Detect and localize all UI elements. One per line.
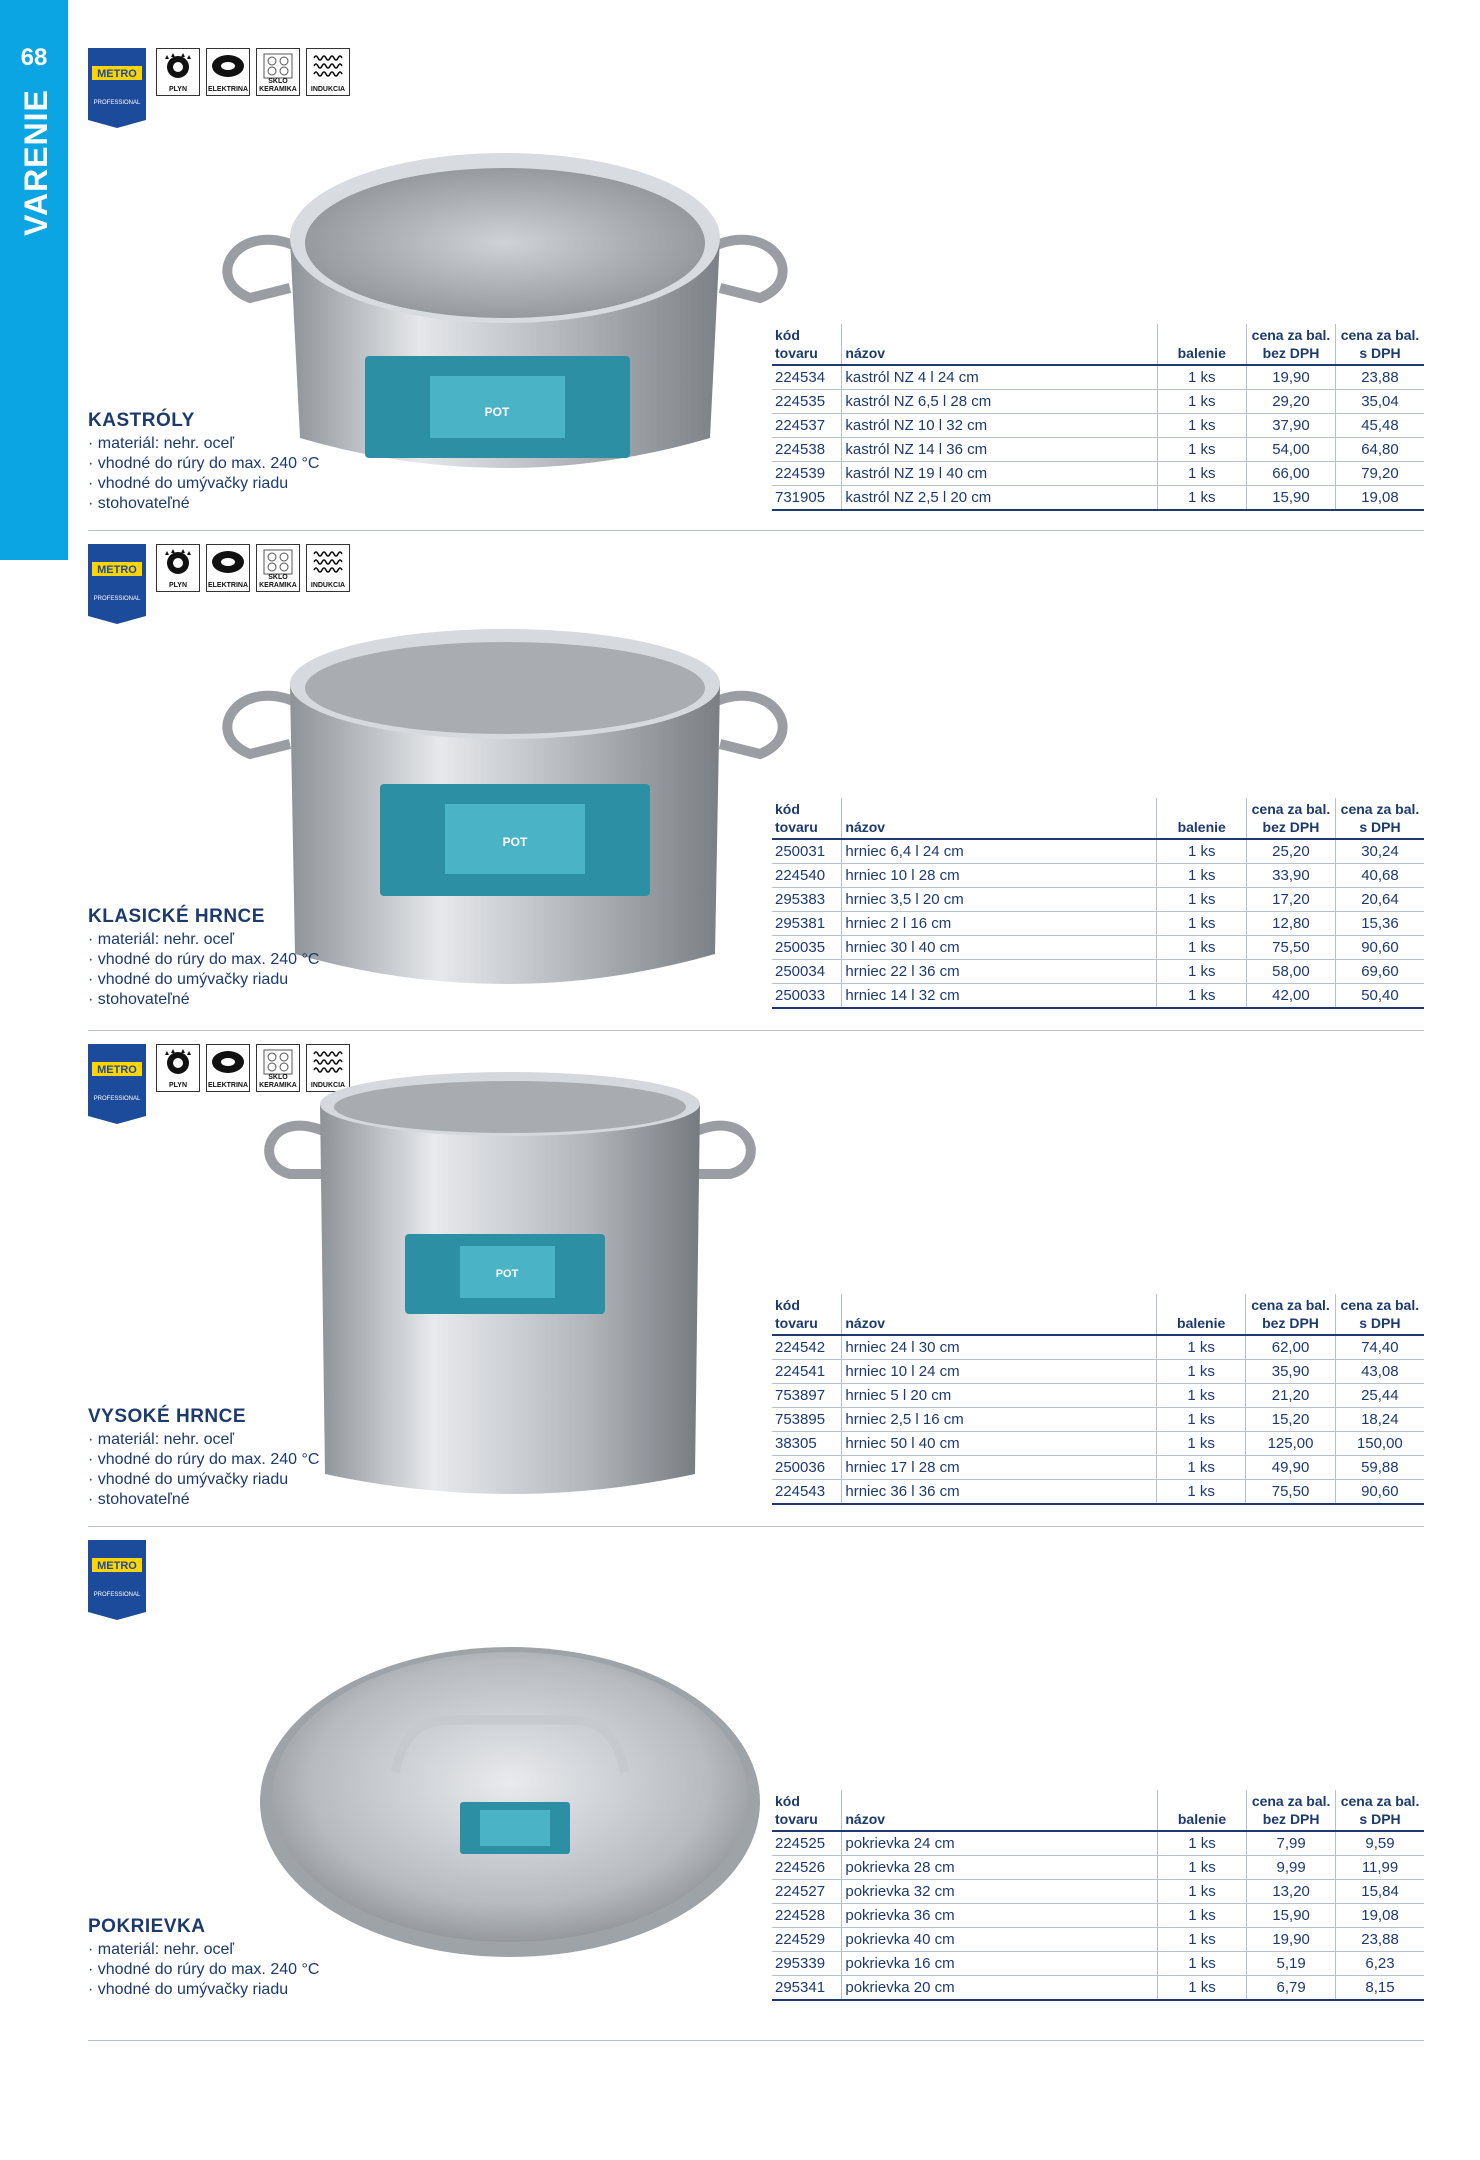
cell-price-net: 66,00 bbox=[1246, 462, 1335, 486]
feature-item: · vhodné do rúry do max. 240 °C bbox=[88, 454, 319, 474]
svg-text:PROFESSIONAL: PROFESSIONAL bbox=[93, 100, 141, 106]
cell-price-gross: 64,80 bbox=[1335, 438, 1424, 462]
cell-price-gross: 23,88 bbox=[1335, 365, 1424, 390]
cell-pack: 1 ks bbox=[1156, 1335, 1245, 1360]
cell-code: 731905 bbox=[772, 486, 842, 511]
icon-label: INDUKCIA bbox=[310, 582, 346, 589]
feature-item: · materiál: nehr. oceľ bbox=[88, 1940, 319, 1960]
table-row bbox=[772, 1480, 1424, 1505]
table-header-row bbox=[772, 324, 1424, 365]
cell-name: hrniec 5 l 20 cm bbox=[842, 1384, 1157, 1408]
cell-price-net: 15,90 bbox=[1246, 486, 1335, 511]
table-row bbox=[772, 1976, 1424, 2001]
cell-name: pokrievka 24 cm bbox=[842, 1831, 1157, 1856]
cell-price-net: 37,90 bbox=[1246, 414, 1335, 438]
feature-item: · stohovateľné bbox=[88, 990, 319, 1010]
cell-pack: 1 ks bbox=[1157, 1880, 1246, 1904]
table-row bbox=[772, 1360, 1424, 1384]
cell-code: 295383 bbox=[772, 888, 842, 912]
cell-code: 753897 bbox=[772, 1384, 842, 1408]
cell-price-gross: 9,59 bbox=[1336, 1831, 1424, 1856]
cell-code: 250033 bbox=[772, 984, 842, 1009]
column-header-price-gross: cena za bal. s DPH bbox=[1336, 1790, 1424, 1831]
cell-price-gross: 6,23 bbox=[1336, 1952, 1424, 1976]
cell-name: hrniec 36 l 36 cm bbox=[842, 1480, 1157, 1505]
icon-label: PLYN bbox=[168, 582, 188, 589]
page-number: 68 bbox=[20, 44, 48, 71]
cell-price-gross: 150,00 bbox=[1335, 1432, 1424, 1456]
cell-pack: 1 ks bbox=[1157, 839, 1246, 864]
cell-pack: 1 ks bbox=[1157, 912, 1246, 936]
cell-price-gross: 59,88 bbox=[1335, 1456, 1424, 1480]
cell-price-net: 33,90 bbox=[1246, 864, 1335, 888]
table-header-row bbox=[772, 798, 1424, 839]
metro-logo bbox=[88, 48, 146, 128]
table-row bbox=[772, 1831, 1424, 1856]
cell-pack: 1 ks bbox=[1156, 1360, 1245, 1384]
cell-pack: 1 ks bbox=[1157, 1904, 1246, 1928]
divider bbox=[88, 530, 1424, 531]
column-header-price-net: cena za bal. bez DPH bbox=[1247, 1790, 1336, 1831]
feature-list bbox=[88, 1430, 319, 1510]
table-row bbox=[772, 1928, 1424, 1952]
table-row bbox=[772, 1384, 1424, 1408]
cell-code: 224528 bbox=[772, 1904, 842, 1928]
feature-list bbox=[88, 434, 319, 514]
cell-price-net: 35,90 bbox=[1246, 1360, 1335, 1384]
column-header-price-gross: cena za bal. s DPH bbox=[1335, 798, 1424, 839]
cell-price-gross: 50,40 bbox=[1335, 984, 1424, 1009]
column-header-code: kód tovaru bbox=[772, 798, 842, 839]
cell-pack: 1 ks bbox=[1157, 984, 1246, 1009]
kastrol-image bbox=[200, 138, 810, 478]
gas-icon bbox=[156, 544, 200, 592]
table-header-row bbox=[772, 1294, 1424, 1335]
table-row bbox=[772, 462, 1424, 486]
cell-pack: 1 ks bbox=[1157, 365, 1246, 390]
cell-price-gross: 15,84 bbox=[1336, 1880, 1424, 1904]
divider bbox=[88, 2040, 1424, 2041]
column-header-name: názov bbox=[842, 1294, 1157, 1335]
section-label: VARENIE bbox=[18, 89, 54, 236]
feature-list bbox=[88, 1940, 319, 2000]
cell-price-net: 12,80 bbox=[1246, 912, 1335, 936]
svg-text:METRO: METRO bbox=[97, 1560, 137, 1572]
cell-name: hrniec 2,5 l 16 cm bbox=[842, 1408, 1157, 1432]
gas-icon bbox=[156, 48, 200, 96]
cell-price-gross: 69,60 bbox=[1335, 960, 1424, 984]
svg-text:METRO: METRO bbox=[97, 564, 137, 576]
metro-logo bbox=[88, 1044, 146, 1124]
section-title: KLASICKÉ HRNCE bbox=[88, 906, 265, 927]
icon-label: PLYN bbox=[168, 86, 188, 93]
cell-pack: 1 ks bbox=[1157, 462, 1246, 486]
product-table bbox=[772, 324, 1424, 511]
table-row bbox=[772, 960, 1424, 984]
cell-name: hrniec 50 l 40 cm bbox=[842, 1432, 1157, 1456]
cell-price-gross: 8,15 bbox=[1336, 1976, 1424, 2001]
column-header-name: názov bbox=[842, 798, 1157, 839]
column-header-pack: balenie bbox=[1156, 1294, 1245, 1335]
table-row bbox=[772, 888, 1424, 912]
table-row bbox=[772, 936, 1424, 960]
column-header-price-net: cena za bal. bez DPH bbox=[1246, 324, 1335, 365]
cell-name: pokrievka 32 cm bbox=[842, 1880, 1157, 1904]
section-kastroly bbox=[0, 48, 1480, 528]
cell-name: hrniec 30 l 40 cm bbox=[842, 936, 1157, 960]
icon-label: SKLO KERAMIKA bbox=[259, 78, 297, 93]
cell-code: 224535 bbox=[772, 390, 842, 414]
cell-price-net: 29,20 bbox=[1246, 390, 1335, 414]
section-pokrievka bbox=[0, 1540, 1480, 2040]
product-table bbox=[772, 1294, 1424, 1505]
table-row bbox=[772, 1856, 1424, 1880]
cell-code: 224541 bbox=[772, 1360, 842, 1384]
cell-price-gross: 40,68 bbox=[1335, 864, 1424, 888]
cell-name: kastról NZ 2,5 l 20 cm bbox=[842, 486, 1157, 511]
cell-name: hrniec 10 l 28 cm bbox=[842, 864, 1157, 888]
feature-item: · vhodné do rúry do max. 240 °C bbox=[88, 950, 319, 970]
feature-item: · materiál: nehr. oceľ bbox=[88, 1430, 319, 1450]
cell-pack: 1 ks bbox=[1157, 486, 1246, 511]
product-table bbox=[772, 798, 1424, 1009]
column-header-price-net: cena za bal. bez DPH bbox=[1246, 1294, 1335, 1335]
cell-code: 295341 bbox=[772, 1976, 842, 2001]
cell-name: kastról NZ 4 l 24 cm bbox=[842, 365, 1157, 390]
cell-price-gross: 90,60 bbox=[1335, 1480, 1424, 1505]
vysoky-hrniec-image bbox=[250, 1064, 770, 1504]
svg-text:METRO: METRO bbox=[97, 68, 137, 80]
cell-code: 753895 bbox=[772, 1408, 842, 1432]
cell-name: kastról NZ 14 l 36 cm bbox=[842, 438, 1157, 462]
table-row bbox=[772, 1880, 1424, 1904]
svg-text:METRO: METRO bbox=[97, 1064, 137, 1076]
cell-pack: 1 ks bbox=[1157, 390, 1246, 414]
cell-name: pokrievka 16 cm bbox=[842, 1952, 1157, 1976]
table-row bbox=[772, 1408, 1424, 1432]
cell-price-net: 19,90 bbox=[1246, 365, 1335, 390]
icon-label: ELEKTRINA bbox=[207, 582, 249, 589]
table-row bbox=[772, 912, 1424, 936]
column-header-price-gross: cena za bal. s DPH bbox=[1335, 1294, 1424, 1335]
cell-price-net: 75,50 bbox=[1246, 1480, 1335, 1505]
svg-text:PROFESSIONAL: PROFESSIONAL bbox=[93, 596, 141, 602]
cell-price-gross: 74,40 bbox=[1335, 1335, 1424, 1360]
induction-icon bbox=[306, 544, 350, 592]
column-header-price-net: cena za bal. bez DPH bbox=[1246, 798, 1335, 839]
table-header-row bbox=[772, 1790, 1424, 1831]
cell-name: hrniec 17 l 28 cm bbox=[842, 1456, 1157, 1480]
table-row bbox=[772, 1432, 1424, 1456]
icon-label: ELEKTRINA bbox=[207, 1082, 249, 1089]
column-header-price-gross: cena za bal. s DPH bbox=[1335, 324, 1424, 365]
glass-ceramic-icon bbox=[256, 544, 300, 592]
cell-pack: 1 ks bbox=[1157, 1831, 1246, 1856]
cell-price-net: 6,79 bbox=[1247, 1976, 1336, 2001]
cell-pack: 1 ks bbox=[1156, 1456, 1245, 1480]
cell-price-net: 9,99 bbox=[1247, 1856, 1336, 1880]
cell-name: hrniec 6,4 l 24 cm bbox=[842, 839, 1157, 864]
cell-price-gross: 90,60 bbox=[1335, 936, 1424, 960]
gas-icon bbox=[156, 1044, 200, 1092]
cell-price-net: 15,90 bbox=[1247, 1904, 1336, 1928]
cell-name: hrniec 24 l 30 cm bbox=[842, 1335, 1157, 1360]
feature-item: · vhodné do rúry do max. 240 °C bbox=[88, 1450, 319, 1470]
cell-code: 224525 bbox=[772, 1831, 842, 1856]
product-table bbox=[772, 1790, 1424, 2001]
cell-pack: 1 ks bbox=[1156, 1384, 1245, 1408]
column-header-code: kód tovaru bbox=[772, 1790, 842, 1831]
cell-pack: 1 ks bbox=[1156, 1480, 1245, 1505]
icon-label: INDUKCIA bbox=[310, 1082, 346, 1089]
feature-list bbox=[88, 930, 319, 1010]
cell-name: hrniec 3,5 l 20 cm bbox=[842, 888, 1157, 912]
cell-price-net: 13,20 bbox=[1247, 1880, 1336, 1904]
cell-price-net: 5,19 bbox=[1247, 1952, 1336, 1976]
cell-price-gross: 11,99 bbox=[1336, 1856, 1424, 1880]
cell-code: 250035 bbox=[772, 936, 842, 960]
glass-ceramic-icon bbox=[256, 48, 300, 96]
cell-code: 224537 bbox=[772, 414, 842, 438]
cell-price-net: 19,90 bbox=[1247, 1928, 1336, 1952]
electric-icon bbox=[206, 48, 250, 96]
cell-price-gross: 79,20 bbox=[1335, 462, 1424, 486]
table-row bbox=[772, 414, 1424, 438]
cell-price-net: 75,50 bbox=[1246, 936, 1335, 960]
metro-logo bbox=[88, 544, 146, 624]
cell-price-net: 25,20 bbox=[1246, 839, 1335, 864]
feature-item: · stohovateľné bbox=[88, 494, 319, 514]
pot-label-text: POT bbox=[495, 1268, 519, 1280]
cell-price-gross: 30,24 bbox=[1335, 839, 1424, 864]
feature-item: · vhodné do umývačky riadu bbox=[88, 474, 319, 494]
cell-price-net: 58,00 bbox=[1246, 960, 1335, 984]
table-row bbox=[772, 365, 1424, 390]
cell-name: kastról NZ 19 l 40 cm bbox=[842, 462, 1157, 486]
table-row bbox=[772, 839, 1424, 864]
table-row bbox=[772, 1904, 1424, 1928]
section-title: VYSOKÉ HRNCE bbox=[88, 1406, 247, 1427]
cell-price-net: 62,00 bbox=[1246, 1335, 1335, 1360]
cell-price-gross: 43,08 bbox=[1335, 1360, 1424, 1384]
cell-price-net: 17,20 bbox=[1246, 888, 1335, 912]
cell-name: hrniec 22 l 36 cm bbox=[842, 960, 1157, 984]
metro-logo bbox=[88, 1540, 146, 1620]
cell-code: 224529 bbox=[772, 1928, 842, 1952]
column-header-code: kód tovaru bbox=[772, 324, 842, 365]
table-row bbox=[772, 864, 1424, 888]
cell-price-net: 49,90 bbox=[1246, 1456, 1335, 1480]
cell-code: 224542 bbox=[772, 1335, 842, 1360]
cell-price-gross: 18,24 bbox=[1335, 1408, 1424, 1432]
column-header-pack: balenie bbox=[1157, 1790, 1246, 1831]
cell-pack: 1 ks bbox=[1157, 864, 1246, 888]
feature-item: · materiál: nehr. oceľ bbox=[88, 434, 319, 454]
cell-code: 295381 bbox=[772, 912, 842, 936]
cell-price-net: 54,00 bbox=[1246, 438, 1335, 462]
icon-label: PLYN bbox=[168, 1082, 188, 1089]
cell-price-gross: 45,48 bbox=[1335, 414, 1424, 438]
cell-pack: 1 ks bbox=[1157, 438, 1246, 462]
cell-name: hrniec 10 l 24 cm bbox=[842, 1360, 1157, 1384]
cell-price-net: 21,20 bbox=[1246, 1384, 1335, 1408]
section-vysoke-hrnce bbox=[0, 1044, 1480, 1524]
icon-label: INDUKCIA bbox=[310, 86, 346, 93]
column-header-pack: balenie bbox=[1157, 324, 1246, 365]
cell-code: 250031 bbox=[772, 839, 842, 864]
cell-name: kastról NZ 10 l 32 cm bbox=[842, 414, 1157, 438]
section-title: KASTRÓLY bbox=[88, 410, 195, 431]
cell-price-gross: 35,04 bbox=[1335, 390, 1424, 414]
feature-item: · vhodné do umývačky riadu bbox=[88, 970, 319, 990]
cell-pack: 1 ks bbox=[1156, 1408, 1245, 1432]
cell-price-gross: 15,36 bbox=[1335, 912, 1424, 936]
cell-name: hrniec 14 l 32 cm bbox=[842, 984, 1157, 1009]
cell-pack: 1 ks bbox=[1157, 414, 1246, 438]
column-header-code: kód tovaru bbox=[772, 1294, 842, 1335]
cell-code: 224534 bbox=[772, 365, 842, 390]
cell-name: hrniec 2 l 16 cm bbox=[842, 912, 1157, 936]
cell-pack: 1 ks bbox=[1157, 1976, 1246, 2001]
cell-code: 295339 bbox=[772, 1952, 842, 1976]
cell-price-net: 42,00 bbox=[1246, 984, 1335, 1009]
divider bbox=[88, 1030, 1424, 1031]
feature-item: · vhodné do rúry do max. 240 °C bbox=[88, 1960, 319, 1980]
cell-code: 224538 bbox=[772, 438, 842, 462]
cell-price-net: 125,00 bbox=[1246, 1432, 1335, 1456]
cell-code: 38305 bbox=[772, 1432, 842, 1456]
cell-code: 250036 bbox=[772, 1456, 842, 1480]
pokrievka-image bbox=[255, 1632, 765, 1962]
feature-item: · materiál: nehr. oceľ bbox=[88, 930, 319, 950]
table-row bbox=[772, 984, 1424, 1009]
cell-price-gross: 19,08 bbox=[1335, 486, 1424, 511]
table-row bbox=[772, 1952, 1424, 1976]
section-klasicke-hrnce bbox=[0, 544, 1480, 1024]
cell-code: 224539 bbox=[772, 462, 842, 486]
feature-item: · stohovateľné bbox=[88, 1490, 319, 1510]
table-row bbox=[772, 1456, 1424, 1480]
pot-label-text: POT bbox=[484, 405, 510, 419]
column-header-pack: balenie bbox=[1157, 798, 1246, 839]
cell-code: 224543 bbox=[772, 1480, 842, 1505]
column-header-name: názov bbox=[842, 324, 1157, 365]
svg-text:PROFESSIONAL: PROFESSIONAL bbox=[93, 1592, 141, 1598]
cell-price-gross: 23,88 bbox=[1336, 1928, 1424, 1952]
cell-name: pokrievka 20 cm bbox=[842, 1976, 1157, 2001]
cell-name: pokrievka 28 cm bbox=[842, 1856, 1157, 1880]
divider bbox=[88, 1526, 1424, 1527]
cell-pack: 1 ks bbox=[1157, 960, 1246, 984]
cell-pack: 1 ks bbox=[1157, 936, 1246, 960]
svg-text:PROFESSIONAL: PROFESSIONAL bbox=[93, 1096, 141, 1102]
cell-pack: 1 ks bbox=[1157, 1856, 1246, 1880]
cell-code: 250034 bbox=[772, 960, 842, 984]
table-row bbox=[772, 390, 1424, 414]
induction-icon bbox=[306, 48, 350, 96]
table-row bbox=[772, 438, 1424, 462]
table-row bbox=[772, 486, 1424, 511]
cell-name: pokrievka 36 cm bbox=[842, 1904, 1157, 1928]
cell-name: kastról NZ 6,5 l 28 cm bbox=[842, 390, 1157, 414]
electric-icon bbox=[206, 1044, 250, 1092]
table-row bbox=[772, 1335, 1424, 1360]
icon-label: SKLO KERAMIKA bbox=[259, 1074, 297, 1089]
pot-label-text: POT bbox=[502, 835, 528, 849]
cell-code: 224540 bbox=[772, 864, 842, 888]
cell-pack: 1 ks bbox=[1157, 888, 1246, 912]
cell-price-net: 15,20 bbox=[1246, 1408, 1335, 1432]
electric-icon bbox=[206, 544, 250, 592]
icon-label: SKLO KERAMIKA bbox=[259, 574, 297, 589]
cell-code: 224526 bbox=[772, 1856, 842, 1880]
feature-item: · vhodné do umývačky riadu bbox=[88, 1470, 319, 1490]
cell-pack: 1 ks bbox=[1157, 1928, 1246, 1952]
cell-name: pokrievka 40 cm bbox=[842, 1928, 1157, 1952]
column-header-name: názov bbox=[842, 1790, 1157, 1831]
cell-price-gross: 19,08 bbox=[1336, 1904, 1424, 1928]
feature-item: · vhodné do umývačky riadu bbox=[88, 1980, 319, 2000]
icon-label: ELEKTRINA bbox=[207, 86, 249, 93]
cell-price-gross: 20,64 bbox=[1335, 888, 1424, 912]
cell-pack: 1 ks bbox=[1157, 1952, 1246, 1976]
cell-code: 224527 bbox=[772, 1880, 842, 1904]
cell-price-net: 7,99 bbox=[1247, 1831, 1336, 1856]
section-title: POKRIEVKA bbox=[88, 1916, 206, 1937]
cell-pack: 1 ks bbox=[1156, 1432, 1245, 1456]
cell-price-gross: 25,44 bbox=[1335, 1384, 1424, 1408]
